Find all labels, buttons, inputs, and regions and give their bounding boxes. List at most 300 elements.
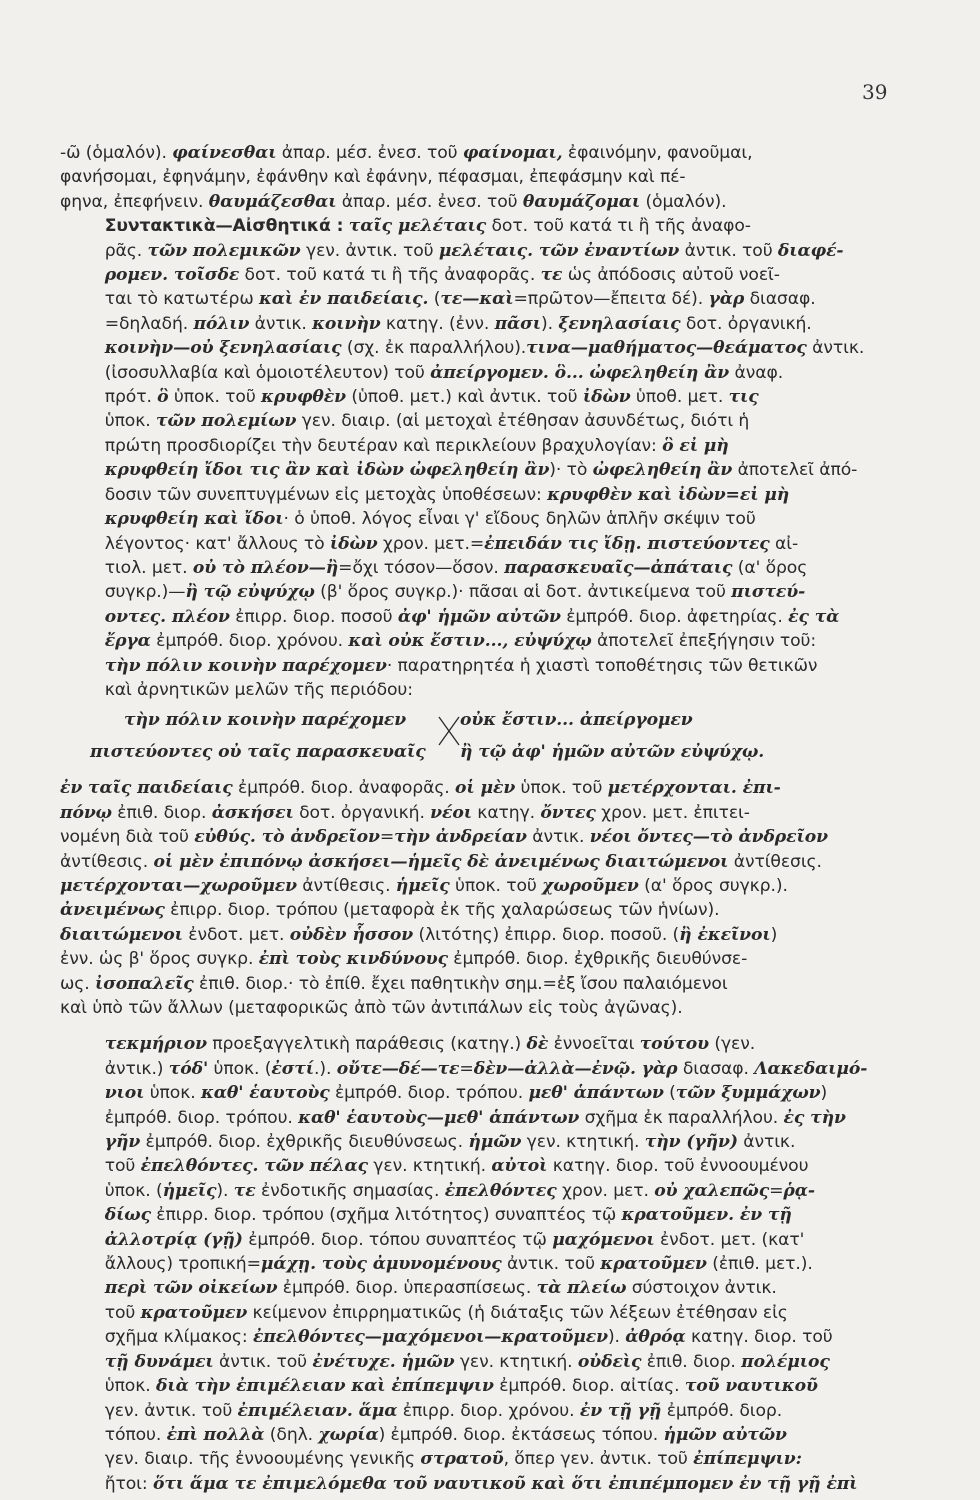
greek-term: κρυφθείη ἴδοι τις ἂν καὶ ἰδὼν ὠφεληθείη ἂν: [104, 460, 550, 481]
greek-term: ἀφ' ἡμῶν αὐτῶν: [397, 606, 561, 627]
greek-term: οὐδὲν ἧσσον: [289, 924, 414, 945]
greek-term: ἡμῶν αὐτῶν: [663, 1424, 787, 1445]
greek-term: εὐθύς. τὸ ἀνδρεῖον: [194, 827, 380, 848]
commentary-run: ὑποκ.: [104, 411, 156, 432]
text-line: [60, 996, 922, 1020]
greek-term: οὐ χαλεπῶς: [654, 1180, 770, 1201]
greek-term: μελέταις. τῶν ἐναντίων: [438, 240, 680, 261]
commentary-run: (ἰσοσυλλαβία καὶ ὁμοιοτέλευτον) τοῦ: [104, 362, 431, 383]
commentary-run: ).: [540, 313, 559, 334]
greek-term: τούτου: [639, 1034, 709, 1055]
commentary-run: δοτ. τοῦ κατά τι ἢ τῆς ἀναφο-: [486, 216, 751, 237]
commentary-run: ἐμπρόθ. διορ. χρόνου.: [150, 631, 349, 652]
text-line: [60, 214, 922, 238]
greek-term: ἐστί: [271, 1058, 314, 1079]
commentary-run: ὑποκ. (: [208, 1058, 272, 1079]
commentary-run: λέγοντος· κατ' ἄλλους τὸ: [104, 533, 330, 554]
greek-term: κρατοῦμεν: [140, 1302, 248, 1323]
commentary-run: =πρῶτον—ἔπειτα δέ).: [513, 289, 709, 310]
text-line: [60, 629, 922, 653]
commentary-run: ἀποτελεῖ ἐπεξήγησιν τοῦ:: [591, 631, 817, 652]
commentary-run: πρότ.: [104, 387, 158, 408]
chiasmus-bottom-left: πιστεύοντες οὐ ταῖς παρασκευαῖς: [90, 742, 426, 763]
commentary-run: ἀντικ. τοῦ: [501, 1254, 601, 1275]
commentary-run: γεν. κτητική.: [454, 1351, 578, 1372]
greek-term: ἢ ἐκεῖνοι: [679, 924, 771, 945]
commentary-run: ἐμπρόθ. διορ. ὑπερασπίσεως.: [277, 1278, 537, 1299]
greek-term: ἀσκήσει: [211, 802, 294, 823]
text-line: [60, 336, 922, 360]
commentary-run: γεν. ἀντικ. τοῦ: [104, 1400, 238, 1421]
text-line: [60, 287, 922, 311]
commentary-run: , ὅπερ γεν. ἀντικ. τοῦ: [503, 1449, 694, 1470]
text-line: [60, 801, 922, 825]
commentary-run: ἐπιθ. διορ.: [111, 802, 212, 823]
greek-term: κρατοῦμεν. ἐν τῇ: [621, 1205, 792, 1226]
text-line: [60, 385, 922, 409]
commentary-run: γεν. κτητική.: [367, 1156, 492, 1177]
greek-term: μαχόμενοι: [552, 1229, 655, 1250]
commentary-run: ται τὸ κατωτέρω: [104, 289, 260, 310]
greek-term: οἱ μὲν: [455, 778, 516, 799]
commentary-run: ἐπιρρ. διορ. τρόπου (σχῆμα λιτότητος) συναπτέος τῷ: [150, 1205, 622, 1226]
greek-term: μεθ' ἁπάντων: [528, 1083, 664, 1104]
greek-term: μάχῃ. τοὺς ἀμυνομένους: [260, 1254, 502, 1275]
text-line: [60, 580, 922, 604]
commentary-run: ὑποθ. μετ.: [630, 387, 729, 408]
commentary-run: =: [459, 1058, 474, 1079]
greek-term: διαιτώμενοι: [60, 924, 183, 945]
text-line: [60, 1130, 922, 1154]
commentary-run: ἀντικ. τοῦ: [213, 1351, 313, 1372]
commentary-run: διασαφ.: [677, 1058, 755, 1079]
text-line: [60, 458, 922, 482]
commentary-run: φηνα, ἐπεφήνειν.: [60, 191, 209, 212]
greek-term: ἐνέτυχε. ἡμῶν: [312, 1351, 455, 1372]
greek-term: ἰδὼν: [582, 387, 631, 408]
commentary-run: )· τὸ: [549, 460, 593, 481]
text-line: [60, 263, 922, 287]
paragraph-education: [60, 776, 922, 1020]
greek-term: αὐτοὶ: [491, 1156, 548, 1177]
commentary-run: ἀντικ.: [737, 1132, 796, 1153]
greek-term: πόνῳ: [60, 802, 112, 823]
text-line: [60, 239, 922, 263]
commentary-run: ἐμπρόθ. διορ. ἐχθρικῆς διευθύνσεως.: [140, 1132, 469, 1153]
commentary-run: .).: [313, 1058, 337, 1079]
greek-term: παρασκευαῖς—ἀπάταις: [504, 557, 733, 578]
commentary-run: (α' ὅρος: [732, 557, 808, 578]
greek-term: κρατοῦμεν: [600, 1254, 707, 1275]
text-line: [60, 947, 922, 971]
greek-term: τῶν ξυμμάχων: [675, 1083, 821, 1104]
commentary-run: τοῦ: [104, 1156, 141, 1177]
greek-term: ἀλλοτρίᾳ (γῇ): [104, 1229, 243, 1250]
text-line: [60, 483, 922, 507]
text-line: [60, 1374, 922, 1398]
paragraph-syntax-intro: [60, 214, 922, 702]
greek-term: κρυφθείη καὶ ἴδοι: [104, 509, 284, 530]
greek-term: ἀπείργομεν. ὃ... ὠφεληθείη ἂν: [430, 362, 730, 383]
commentary-run: τοῦ: [104, 1302, 141, 1323]
greek-term: χωροῦμεν: [542, 875, 639, 896]
commentary-run: ἀποτελεῖ ἀπό-: [732, 460, 858, 481]
commentary-run: =: [769, 1180, 784, 1201]
commentary-run: (β' ὅρος συγκρ.)· πᾶσαι αἱ δοτ. ἀντικείμενα τοῦ: [314, 582, 732, 603]
greek-term: οὐ τὸ πλέον—ἢ: [192, 557, 339, 578]
commentary-run: (λιτότης) ἐπιρρ. διορ. ποσοῦ. (: [413, 924, 680, 945]
greek-term: ἐπὶ πολλὰ: [166, 1424, 265, 1445]
commentary-run: δοτ. ὀργανική.: [293, 802, 431, 823]
text-line: [60, 1032, 922, 1056]
commentary-run: ).: [607, 1327, 626, 1348]
greek-term: γὰρ: [708, 289, 745, 310]
commentary-run: ἐμπρόθ. διορ.: [661, 1400, 783, 1421]
commentary-run: ἀντίθεσις.: [296, 875, 396, 896]
commentary-run: (σχ. ἐκ παραλλήλου).: [341, 338, 527, 359]
text-line: [60, 1057, 922, 1081]
commentary-run: συγκρ.)—: [104, 582, 186, 603]
text-line: [60, 1252, 922, 1276]
greek-term: ὄντες: [540, 802, 596, 823]
commentary-run: αἰ-: [769, 533, 799, 554]
greek-term: κοινὴν: [312, 313, 381, 334]
greek-term: τινα—μαθήματος—θεάματος: [526, 338, 807, 359]
commentary-run: κατηγ. διορ. τοῦ ἐννοουμένου: [547, 1156, 809, 1177]
greek-term: ῥᾳ-: [783, 1180, 815, 1201]
greek-term: κρυφθὲν καὶ ἰδὼν=εἰ μὴ: [547, 484, 790, 505]
greek-term: φαίνεσθαι: [172, 143, 277, 163]
commentary-run: γεν. διαιρ. (αἱ μετοχαὶ ἐτέθησαν ἀσυνδέτως, διότι ἡ: [296, 411, 750, 432]
greek-term: ἰσοπαλεῖς: [95, 973, 194, 994]
greek-term: φαίνομαι,: [462, 143, 563, 163]
commentary-run: ἀντικ.): [104, 1058, 169, 1079]
greek-term: τοῦ ναυτικοῦ: [684, 1376, 818, 1397]
commentary-run: (: [428, 289, 441, 310]
commentary-run: ): [820, 1083, 828, 1104]
commentary-run: τόπου.: [104, 1424, 167, 1445]
commentary-run: γεν. διαιρ. τῆς ἐννοουμένης γενικῆς: [104, 1449, 421, 1470]
text-line: [60, 898, 922, 922]
commentary-run: χρον. μετ. ἐπιτει-: [595, 802, 750, 823]
text-line: [60, 972, 922, 996]
commentary-run: ἐπιρρ. διορ. ποσοῦ: [229, 606, 398, 627]
text-line: [60, 409, 922, 433]
commentary-run: (α' ὅρος συγκρ.).: [638, 875, 788, 896]
greek-term: ἀνειμένως: [60, 900, 165, 921]
commentary-run: ἐπιθ. διορ.: [641, 1351, 742, 1372]
text-line: [60, 923, 922, 947]
commentary-run: ἀντικ.: [806, 338, 865, 359]
commentary-run: ἀπαρ. μέσ. ἐνεσ. τοῦ: [336, 191, 523, 212]
greek-term: ἐν ταῖς παιδείαις: [60, 778, 233, 799]
greek-term: οὔτε—δέ—τε: [336, 1058, 460, 1079]
commentary-run: ἐπιθ. διορ.· τὸ ἐπίθ. ἔχει παθητικὴν σημ.=ἐξ ἴσου παλαιόμενοι: [193, 973, 728, 994]
commentary-run: ἐμπρόθ. διορ. αἰτίας.: [493, 1376, 685, 1397]
text-line: [60, 507, 922, 531]
greek-term: μετέρχονται. ἐπι-: [607, 778, 781, 799]
greek-term: νιοι: [104, 1083, 145, 1104]
commentary-run: · παρατηρητέα ἡ χιαστὶ τοποθέτησις τῶν θετικῶν: [386, 655, 818, 676]
text-line: [60, 1447, 922, 1471]
greek-term: δὲ: [526, 1034, 549, 1055]
greek-term: ἐς τὰ: [788, 606, 840, 627]
greek-term: θαυμάζεσθαι: [208, 191, 337, 212]
commentary-run: -ῶ (ὁμαλόν).: [60, 143, 173, 163]
greek-term: ἡμεῖς: [162, 1180, 217, 1201]
greek-term: τὴν πόλιν κοινὴν παρέχομεν: [104, 655, 387, 676]
greek-term: ἐπελθόντες: [444, 1180, 557, 1201]
commentary-run: (ὑποθ. μετ.) καὶ ἀντικ. τοῦ: [345, 387, 583, 408]
commentary-run: φανήσομαι, ἐφηνάμην, ἐφάνθην καὶ ἐφάνην, πέφασμαι, ἐπεφάσμην καὶ πέ-: [60, 167, 686, 188]
greek-term: ἢ τῷ εὐψύχῳ: [185, 582, 315, 603]
commentary-run: ἐπιρρ. διορ. τρόπου (μεταφορὰ ἐκ τῆς χαλαρώσεως τῶν ἡνίων).: [164, 900, 720, 921]
commentary-run: ἐνδοτ. μετ. (κατ': [654, 1229, 805, 1250]
greek-term: τῶν πολεμικῶν: [147, 240, 301, 261]
text-line: [60, 1399, 922, 1423]
commentary-run: ὑποκ. τοῦ: [449, 875, 543, 896]
greek-term: ἐπελθόντες—μαχόμενοι—κρατοῦμεν: [252, 1327, 608, 1348]
text-line: [60, 1423, 922, 1447]
text-line: [60, 1106, 922, 1130]
greek-term: ταῖς μελέταις: [348, 216, 487, 237]
text-line: [60, 678, 922, 702]
commentary-run: δοσιν τῶν συνεπτυγμένων εἰς μετοχὰς ὑποθέσεων:: [104, 484, 548, 505]
commentary-run: =: [379, 827, 395, 848]
greek-term: μετέρχονται—χωροῦμεν: [60, 875, 297, 896]
commentary-run: (δηλ.: [264, 1424, 319, 1445]
greek-term: πᾶσι: [494, 313, 541, 334]
greek-term: τῇ δυνάμει: [104, 1351, 214, 1372]
text-line: [60, 556, 922, 580]
commentary-run: ἀναφ.: [729, 362, 784, 383]
commentary-run: ὡς ἀπόδοσις αὐτοῦ νοεῖ-: [562, 265, 780, 286]
text-line: [60, 141, 922, 165]
greek-term: νέοι: [430, 802, 472, 823]
commentary-run: ἀντικ.: [526, 827, 590, 848]
greek-term: γῆν: [104, 1132, 141, 1153]
commentary-run: ἀντικ. τοῦ: [679, 240, 778, 261]
commentary-run: ὑποκ. τοῦ: [515, 778, 608, 799]
greek-term: τόδ': [168, 1058, 209, 1079]
greek-term: τε: [233, 1180, 256, 1201]
text-line: [60, 1228, 922, 1252]
greek-term: καὶ οὐκ ἔστιν..., εὐψύχῳ: [348, 631, 592, 652]
commentary-run: ἐνδοτ. μετ.: [182, 924, 290, 945]
commentary-run: δοτ. τοῦ κατά τι ἢ τῆς ἀναφορᾶς.: [239, 265, 541, 286]
commentary-run: κείμενον ἐπιρρηματικῶς (ἡ διάταξις τῶν λέξεων ἐτέθησαν εἰς: [247, 1302, 788, 1323]
commentary-run: σχῆμα κλίμακος:: [104, 1327, 253, 1348]
greek-term: δὲν—ἀλλὰ—ἐνῷ. γὰρ: [473, 1058, 678, 1079]
commentary-run: καὶ ἀρνητικῶν μελῶν τῆς περιόδου:: [104, 679, 413, 700]
commentary-run: ἐμπρόθ. διορ. τρόπου.: [104, 1107, 299, 1128]
greek-term: ἐπίπεμψιν:: [693, 1449, 802, 1470]
greek-term: οντες. πλέον: [104, 606, 230, 627]
greek-term: οἱ μὲν ἐπιπόνῳ ἀσκήσει—ἡμεῖς δὲ ἀνειμένως διαιτώμενοι: [153, 851, 729, 872]
greek-term: οὐδεὶς: [577, 1351, 642, 1372]
commentary-run: ἐμπρόθ. διορ. ἐχθρικῆς διευθύνσε-: [447, 949, 748, 970]
greek-term: ἡμεῖς: [395, 875, 450, 896]
commentary-run: (ὁμαλόν).: [640, 191, 727, 212]
commentary-run: ἀντικ.: [249, 313, 313, 334]
text-line: [60, 1276, 922, 1300]
text-line: [60, 434, 922, 458]
greek-term: ὃ εἰ μὴ: [662, 435, 729, 456]
commentary-run: ἐνδοτικῆς σημασίας.: [255, 1180, 445, 1201]
commentary-run: ἐπιρρ. διορ. χρόνου.: [397, 1400, 580, 1421]
text-line: [60, 1179, 922, 1203]
greek-term: δίως: [104, 1205, 151, 1226]
commentary-run: ὑποκ.: [104, 1376, 156, 1397]
commentary-run: ὑποκ. τοῦ: [168, 387, 262, 408]
greek-term: ἐπιμέλειαν. ἅμα: [237, 1400, 398, 1421]
commentary-run: χρον. μετ.=: [377, 533, 485, 554]
text-line: [60, 312, 922, 336]
greek-term: ρομεν. τοῖσδε: [104, 265, 240, 286]
greek-term: τεκμήριον: [104, 1034, 207, 1055]
commentary-run: ἀντίθεσις.: [60, 851, 154, 872]
commentary-run: γεν. κτητική.: [521, 1132, 645, 1153]
greek-term: Λακεδαιμό-: [754, 1058, 868, 1079]
greek-term: ὃ: [157, 387, 169, 408]
text-line: [60, 1472, 922, 1496]
commentary-run: διασαφ.: [744, 289, 816, 310]
chiasmus-top-right: οὐκ ἔστιν... ἀπείργομεν: [460, 710, 693, 731]
greek-term: ὠφεληθείη ἂν: [592, 460, 733, 481]
text-line: [60, 850, 922, 874]
commentary-run: ἐννοεῖται: [548, 1034, 640, 1055]
commentary-run: ἀπαρ. μέσ. ἐνεσ. τοῦ: [276, 143, 463, 163]
greek-term: ὅτι ἅμα τε ἐπιμελόμεθα τοῦ ναυτικοῦ καὶ ὅτι ἐπιπέμπομεν ἐν τῇ γῇ ἐπὶ: [152, 1473, 858, 1494]
text-line: [60, 776, 922, 800]
greek-term: ἐς τὴν: [783, 1107, 846, 1128]
greek-term: τε—καὶ: [440, 289, 514, 310]
greek-term: ἐπὶ τοὺς κινδύνους: [258, 949, 448, 970]
greek-term: πολέμιος: [741, 1351, 830, 1372]
paragraph-evidence: [60, 1032, 922, 1496]
paragraph-morphology: [60, 141, 922, 214]
commentary-run: καὶ ὑπὸ τῶν ἄλλων (μεταφορικῶς ἀπὸ τῶν ἀντιπάλων εἰς τοὺς ἀγῶνας).: [60, 998, 683, 1018]
chiasmus-diagram: [60, 706, 922, 770]
commentary-run: γεν. ἀντικ. τοῦ: [300, 240, 439, 261]
commentary-run: ἐμπρόθ. διορ. ἀναφορᾶς.: [232, 778, 456, 799]
greek-term: τὴν ἀνδρείαν: [394, 827, 527, 848]
greek-term: πόλιν: [193, 313, 250, 334]
commentary-run: · ὁ ὑποθ. λόγος εἶναι γ' εἴδους δηλῶν ἁπλῆν σκέψιν τοῦ: [283, 509, 756, 530]
section-heading: Συντακτικὰ—Αἰσθητικά :: [104, 216, 344, 237]
commentary-run: ἐμπρόθ. διορ. ἀφετηρίας.: [560, 606, 789, 627]
text-line: [60, 1081, 922, 1105]
text-line: [60, 1203, 922, 1227]
commentary-run: τιολ. μετ.: [104, 557, 193, 578]
commentary-run: ἐνν. ὡς β' ὅρος συγκρ.: [60, 949, 259, 970]
commentary-run: ): [770, 924, 778, 945]
commentary-run: ἤτοι:: [104, 1473, 153, 1494]
greek-term: καὶ ἐν παιδείαις.: [259, 289, 429, 310]
commentary-run: σύστοιχον ἀντικ.: [626, 1278, 777, 1299]
text-line: [60, 874, 922, 898]
commentary-run: ἐμπρόθ. διορ. τόπου συναπτέος τῷ: [242, 1229, 553, 1250]
text-line: [60, 532, 922, 556]
greek-term: ἀθρόᾳ: [625, 1327, 686, 1348]
greek-term: τὰ πλείω: [536, 1278, 627, 1299]
commentary-run: προεξαγγελτικὴ παράθεσις (κατηγ.): [206, 1034, 527, 1055]
greek-term: τις: [728, 387, 759, 408]
chiasmus-cross: [438, 716, 460, 746]
commentary-run: (ἐπιθ. μετ.).: [706, 1254, 813, 1275]
text-line: [60, 1154, 922, 1178]
greek-term: ἰδὼν: [329, 533, 378, 554]
commentary-run: κατηγ. (ἐνν.: [380, 313, 495, 334]
commentary-text: [60, 141, 922, 1496]
greek-term: διαφέ-: [777, 240, 844, 261]
greek-term: ἐπελθόντες. τῶν πέλας: [140, 1156, 368, 1177]
commentary-run: ).: [216, 1180, 234, 1201]
greek-term: νέοι ὄντες—τὸ ἀνδρεῖον: [589, 827, 828, 848]
commentary-run: ρᾶς.: [104, 240, 148, 261]
commentary-run: (γεν.: [709, 1034, 756, 1055]
greek-term: ἐν τῇ γῇ: [579, 1400, 662, 1421]
greek-term: κρυφθὲν: [261, 387, 346, 408]
text-line: [60, 165, 922, 189]
commentary-run: χρον. μετ.: [556, 1180, 655, 1201]
commentary-run: κατηγ. διορ. τοῦ: [685, 1327, 833, 1348]
commentary-run: =δηλαδή.: [104, 313, 194, 334]
greek-term: ξενηλασίαις: [558, 313, 681, 334]
greek-term: περὶ τῶν οἰκείων: [104, 1278, 278, 1299]
commentary-run: πρώτη προσδιορίζει τὴν δευτέραν καὶ περικλείουν βραχυλογίαν:: [104, 435, 663, 456]
text-line: [60, 1325, 922, 1349]
text-line: [60, 1350, 922, 1374]
chiasmus-bottom-right: ἢ τῷ ἀφ' ἡμῶν αὐτῶν εὐψύχῳ.: [460, 742, 765, 763]
greek-term: τὴν (γῆν): [644, 1132, 738, 1153]
commentary-run: ἐμπρόθ. διορ. τρόπου.: [329, 1083, 529, 1104]
text-line: [60, 654, 922, 678]
greek-term: πιστεύ-: [731, 582, 806, 603]
greek-term: στρατοῦ: [420, 1449, 504, 1470]
greek-term: διὰ τὴν ἐπιμέλειαν καὶ ἐπίπεμψιν: [155, 1376, 494, 1397]
text-line: [60, 825, 922, 849]
commentary-run: νομένη διὰ τοῦ: [60, 827, 195, 848]
text-line: [60, 190, 922, 214]
greek-term: ἐπειδάν τις ἴδῃ. πιστεύοντες: [484, 533, 770, 554]
commentary-run: ἀντίθεσις.: [728, 851, 822, 872]
commentary-run: δοτ. ὀργανική.: [680, 313, 812, 334]
commentary-run: ως.: [60, 973, 96, 994]
text-line: [60, 605, 922, 629]
commentary-run: κατηγ.: [471, 802, 541, 823]
greek-term: τε: [540, 265, 563, 286]
greek-term: καθ' ἑαυτοὺς—μεθ' ἁπάντων: [298, 1107, 580, 1128]
greek-term: θαυμάζομαι: [522, 191, 641, 212]
commentary-run: =ὄχι τόσον—ὅσον.: [338, 557, 505, 578]
text-line: [60, 1301, 922, 1325]
commentary-run: ὑποκ.: [144, 1083, 201, 1104]
commentary-run: σχῆμα ἐκ παραλλήλου.: [579, 1107, 784, 1128]
greek-term: ἡμῶν: [468, 1132, 522, 1153]
commentary-run: ) ἐμπρόθ. διορ. ἐκτάσεως τόπου.: [378, 1424, 664, 1445]
chiasmus-top-left: τὴν πόλιν κοινὴν παρέχομεν: [124, 710, 407, 731]
greek-term: χωρία: [318, 1424, 379, 1445]
page-number: 39: [862, 80, 888, 104]
greek-term: ἔργα: [104, 631, 151, 652]
commentary-run: (: [663, 1083, 676, 1104]
commentary-run: ἄλλους) τροπική=: [104, 1254, 261, 1275]
commentary-run: ὑποκ. (: [104, 1180, 163, 1201]
commentary-run: ἐφαινόμην, φανοῦμαι,: [562, 143, 753, 163]
greek-term: τῶν πολεμίων: [155, 411, 297, 432]
text-line: [60, 361, 922, 385]
